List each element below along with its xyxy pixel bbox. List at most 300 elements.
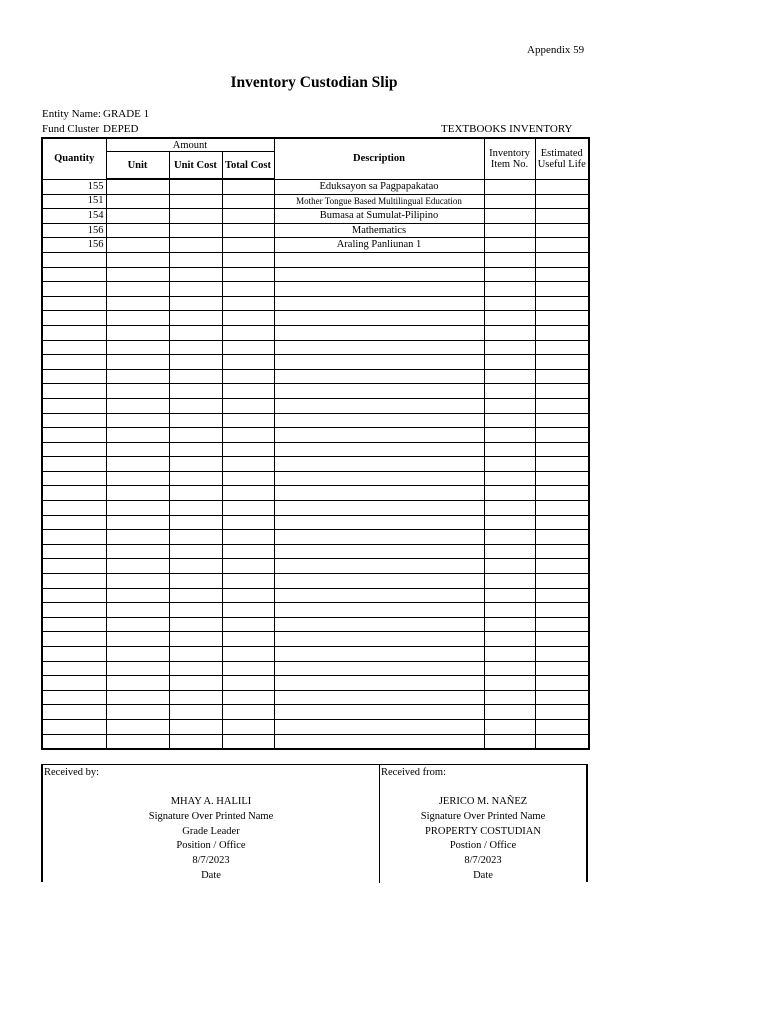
unit-cost-cell [169,209,222,224]
description-cell: Araling Panliunan 1 [274,238,484,253]
table-row [42,355,589,370]
useful-life-cell [535,296,589,311]
table-row [42,719,589,734]
table-row [42,238,589,253]
total-cost-cell [222,238,274,253]
unit-cost-cell [169,428,222,443]
unit-cell [106,384,169,399]
unit-cell [106,690,169,705]
table-row [42,661,589,676]
unit-cell [106,194,169,209]
useful-life-cell [535,501,589,516]
table-row [42,734,589,749]
unit-cell [106,369,169,384]
table-row [42,340,589,355]
description-cell: Mother Tongue Based Multilingual Education [274,194,484,209]
quantity-cell: 155 [42,179,106,194]
useful-life-cell [535,325,589,340]
useful-life-cell [535,690,589,705]
useful-life-cell [535,398,589,413]
total-cost-cell [222,457,274,472]
received-from-block [380,765,586,883]
description-cell [274,325,484,340]
description-cell [274,588,484,603]
unit-cell [106,442,169,457]
received-by-date-label: Date [201,869,221,881]
inventory-item-no-cell [484,296,535,311]
inventory-item-no-cell [484,252,535,267]
unit-cell [106,252,169,267]
description-cell [274,296,484,311]
unit-cell [106,340,169,355]
header-inventory-item-no: Inventory Item No. [484,138,535,179]
useful-life-cell [535,632,589,647]
unit-cost-cell [169,690,222,705]
unit-cost-cell [169,647,222,662]
inventory-item-no-cell [484,515,535,530]
quantity-cell [42,719,106,734]
unit-cost-cell [169,179,222,194]
quantity-cell [42,559,106,574]
quantity-cell [42,369,106,384]
table-row [42,179,589,194]
description-cell [274,719,484,734]
inventory-item-no-cell [484,282,535,297]
useful-life-cell [535,311,589,326]
description-cell [274,355,484,370]
unit-cell [106,267,169,282]
received-by-caption: Received by: [44,767,100,778]
total-cost-cell [222,603,274,618]
description-cell: Eduksayon sa Pagpapakatao [274,179,484,194]
unit-cell [106,632,169,647]
total-cost-cell [222,574,274,589]
description-cell [274,603,484,618]
unit-cost-cell [169,676,222,691]
total-cost-cell [222,223,274,238]
useful-life-cell [535,194,589,209]
useful-life-cell [535,515,589,530]
total-cost-cell [222,501,274,516]
quantity-cell [42,661,106,676]
inventory-item-no-cell [484,223,535,238]
inventory-item-no-cell [484,544,535,559]
received-by-block [43,765,380,883]
description-cell [274,501,484,516]
unit-cost-cell [169,734,222,749]
table-row [42,428,589,443]
unit-cell [106,661,169,676]
inventory-category: TEXTBOOKS INVENTORY [441,123,573,135]
unit-cost-cell [169,719,222,734]
unit-cost-cell [169,369,222,384]
inventory-item-no-cell [484,661,535,676]
table-row [42,574,589,589]
unit-cell [106,530,169,545]
quantity-cell [42,603,106,618]
total-cost-cell [222,282,274,297]
table-row [42,544,589,559]
useful-life-cell [535,588,589,603]
header-unit: Unit [106,152,169,180]
description-cell [274,734,484,749]
header-amount: Amount [106,138,274,152]
unit-cell [106,428,169,443]
total-cost-cell [222,325,274,340]
quantity-cell: 154 [42,209,106,224]
unit-cost-cell [169,442,222,457]
total-cost-cell [222,486,274,501]
signature-section [41,764,588,882]
quantity-cell [42,676,106,691]
table-row [42,369,589,384]
inventory-item-no-cell [484,719,535,734]
unit-cost-cell [169,267,222,282]
inventory-item-no-cell [484,355,535,370]
unit-cost-cell [169,530,222,545]
unit-cost-cell [169,501,222,516]
unit-cell [106,676,169,691]
entity-name-label: Entity Name: [42,108,101,120]
inventory-table [41,137,590,750]
table-row [42,632,589,647]
useful-life-cell [535,719,589,734]
total-cost-cell [222,369,274,384]
useful-life-cell [535,705,589,720]
table-row [42,282,589,297]
total-cost-cell [222,442,274,457]
total-cost-cell [222,544,274,559]
table-row [42,515,589,530]
table-row [42,223,589,238]
inventory-item-no-cell [484,603,535,618]
quantity-cell [42,501,106,516]
table-row [42,603,589,618]
unit-cost-cell [169,486,222,501]
unit-cost-cell [169,705,222,720]
header-quantity: Quantity [42,138,106,179]
inventory-item-no-cell [484,340,535,355]
quantity-cell [42,647,106,662]
fund-cluster-row [42,123,138,135]
inventory-item-no-cell [484,588,535,603]
total-cost-cell [222,617,274,632]
appendix-label: Appendix 59 [527,44,585,56]
description-cell [274,428,484,443]
quantity-cell [42,544,106,559]
unit-cell [106,223,169,238]
quantity-cell [42,690,106,705]
useful-life-cell [535,384,589,399]
description-cell [274,690,484,705]
total-cost-cell [222,398,274,413]
unit-cost-cell [169,325,222,340]
useful-life-cell [535,369,589,384]
quantity-cell [42,428,106,443]
unit-cell [106,734,169,749]
quantity-cell [42,252,106,267]
inventory-item-no-cell [484,179,535,194]
total-cost-cell [222,311,274,326]
useful-life-cell [535,179,589,194]
quantity-cell [42,296,106,311]
unit-cost-cell [169,574,222,589]
unit-cost-cell [169,282,222,297]
table-row [42,705,589,720]
description-cell [274,398,484,413]
total-cost-cell [222,355,274,370]
description-cell [274,369,484,384]
useful-life-cell [535,544,589,559]
total-cost-cell [222,705,274,720]
fund-cluster-label: Fund Cluster [42,123,100,135]
quantity-cell [42,267,106,282]
received-by-position: Grade Leader [182,825,240,837]
useful-life-cell [535,340,589,355]
table-row [42,442,589,457]
useful-life-cell [535,267,589,282]
total-cost-cell [222,296,274,311]
inventory-item-no-cell [484,369,535,384]
table-row [42,676,589,691]
quantity-cell [42,734,106,749]
quantity-cell [42,705,106,720]
unit-cost-cell [169,544,222,559]
description-cell [274,515,484,530]
table-row [42,530,589,545]
received-by-position-label: Position / Office [176,840,246,852]
quantity-cell [42,355,106,370]
unit-cell [106,296,169,311]
table-row [42,209,589,224]
table-row [42,398,589,413]
entity-name-value: GRADE 1 [103,108,150,120]
quantity-cell: 151 [42,194,106,209]
total-cost-cell [222,719,274,734]
total-cost-cell [222,734,274,749]
quantity-cell [42,471,106,486]
table-row [42,252,589,267]
description-cell [274,530,484,545]
received-from-position-label: Postion / Office [449,840,517,852]
unit-cell [106,413,169,428]
inventory-item-no-cell [484,428,535,443]
inventory-item-no-cell [484,574,535,589]
received-from-date-label: Date [473,869,493,881]
table-row [42,501,589,516]
inventory-item-no-cell [484,501,535,516]
unit-cost-cell [169,515,222,530]
total-cost-cell [222,632,274,647]
unit-cell [106,209,169,224]
description-cell [274,676,484,691]
useful-life-cell [535,223,589,238]
description-cell [274,486,484,501]
received-from-signature-label: Signature Over Printed Name [420,810,546,822]
description-cell [274,384,484,399]
inventory-item-no-cell [484,471,535,486]
unit-cost-cell [169,296,222,311]
unit-cell [106,559,169,574]
inventory-item-no-cell [484,194,535,209]
header-total-cost: Total Cost [222,152,274,180]
total-cost-cell [222,179,274,194]
unit-cell [106,179,169,194]
description-cell [274,252,484,267]
unit-cost-cell [169,194,222,209]
unit-cost-cell [169,252,222,267]
inventory-item-no-cell [484,209,535,224]
quantity-cell [42,442,106,457]
useful-life-cell [535,617,589,632]
quantity-cell [42,617,106,632]
unit-cost-cell [169,457,222,472]
total-cost-cell [222,471,274,486]
inventory-item-no-cell [484,325,535,340]
inventory-item-no-cell [484,413,535,428]
useful-life-cell [535,647,589,662]
inventory-item-no-cell [484,705,535,720]
quantity-cell [42,311,106,326]
description-cell [274,471,484,486]
description-cell: Bumasa at Sumulat-Pilipino [274,209,484,224]
unit-cost-cell [169,559,222,574]
fund-cluster-value: DEPED [103,123,139,135]
total-cost-cell [222,530,274,545]
inventory-item-no-cell [484,238,535,253]
total-cost-cell [222,384,274,399]
quantity-cell [42,632,106,647]
description-cell [274,457,484,472]
table-row [42,296,589,311]
inventory-item-no-cell [484,734,535,749]
unit-cost-cell [169,632,222,647]
quantity-cell [42,413,106,428]
table-row [42,311,589,326]
table-row [42,471,589,486]
table-row [42,267,589,282]
description-cell [274,632,484,647]
unit-cell [106,238,169,253]
useful-life-cell [535,282,589,297]
quantity-cell [42,282,106,297]
total-cost-cell [222,661,274,676]
useful-life-cell [535,530,589,545]
unit-cost-cell [169,238,222,253]
table-row [42,690,589,705]
description-cell [274,647,484,662]
quantity-cell [42,588,106,603]
header-estimated-useful-life: Estimated Useful Life [535,138,589,179]
quantity-cell [42,325,106,340]
unit-cost-cell [169,311,222,326]
unit-cost-cell [169,355,222,370]
description-cell [274,559,484,574]
inventory-item-no-cell [484,530,535,545]
quantity-cell [42,457,106,472]
inventory-item-no-cell [484,311,535,326]
description-cell [274,544,484,559]
total-cost-cell [222,194,274,209]
useful-life-cell [535,603,589,618]
unit-cost-cell [169,588,222,603]
useful-life-cell [535,661,589,676]
useful-life-cell [535,559,589,574]
useful-life-cell [535,574,589,589]
page-title: Inventory Custodian Slip [230,74,398,91]
inventory-item-no-cell [484,559,535,574]
unit-cost-cell [169,661,222,676]
header-unit-cost: Unit Cost [169,152,222,180]
inventory-item-no-cell [484,384,535,399]
inventory-item-no-cell [484,267,535,282]
unit-cell [106,719,169,734]
description-cell [274,442,484,457]
quantity-cell: 156 [42,238,106,253]
description-cell [274,661,484,676]
unit-cell [106,282,169,297]
quantity-cell [42,574,106,589]
received-from-date: 8/7/2023 [464,855,502,867]
unit-cost-cell [169,413,222,428]
description-cell [274,311,484,326]
useful-life-cell [535,428,589,443]
description-cell [274,413,484,428]
useful-life-cell [535,209,589,224]
useful-life-cell [535,355,589,370]
unit-cell [106,471,169,486]
total-cost-cell [222,267,274,282]
unit-cell [106,457,169,472]
unit-cell [106,486,169,501]
description-cell [274,340,484,355]
entity-name-row [42,108,149,120]
inventory-rows [42,179,589,749]
unit-cost-cell [169,340,222,355]
useful-life-cell [535,413,589,428]
table-row [42,588,589,603]
table-row [42,559,589,574]
description-cell: Mathematics [274,223,484,238]
useful-life-cell [535,471,589,486]
quantity-cell [42,384,106,399]
quantity-cell: 156 [42,223,106,238]
total-cost-cell [222,515,274,530]
quantity-cell [42,530,106,545]
unit-cell [106,311,169,326]
unit-cell [106,515,169,530]
inventory-item-no-cell [484,457,535,472]
inventory-item-no-cell [484,398,535,413]
table-row [42,486,589,501]
unit-cell [106,544,169,559]
description-cell [274,705,484,720]
total-cost-cell [222,252,274,267]
table-row [42,647,589,662]
table-row [42,384,589,399]
useful-life-cell [535,676,589,691]
total-cost-cell [222,559,274,574]
table-row [42,325,589,340]
total-cost-cell [222,690,274,705]
quantity-cell [42,515,106,530]
unit-cell [106,325,169,340]
description-cell [274,574,484,589]
unit-cell [106,398,169,413]
useful-life-cell [535,486,589,501]
total-cost-cell [222,340,274,355]
total-cost-cell [222,588,274,603]
